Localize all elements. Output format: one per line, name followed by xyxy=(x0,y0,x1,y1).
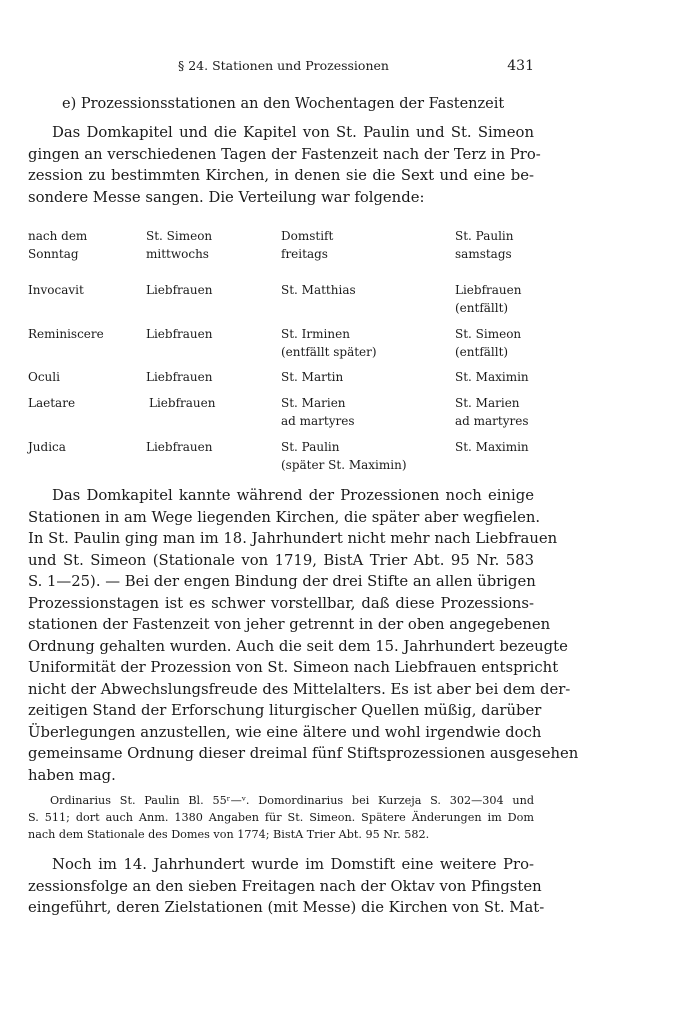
cell-line: ad martyres xyxy=(455,413,529,428)
table-row xyxy=(28,282,534,326)
table-cell xyxy=(149,395,215,413)
cell-line: Liebfrauen xyxy=(146,327,213,341)
table-cell xyxy=(146,326,212,344)
cell-line: St. Irminen xyxy=(281,327,350,341)
header-line: freitags xyxy=(281,246,328,261)
table-row xyxy=(28,439,534,479)
paragraph-line: und St. Simeon (Stationale von 1719, BistA Trier Abt. 95 Nr. 583 xyxy=(28,551,534,569)
table-row xyxy=(28,369,534,395)
paragraph-body xyxy=(28,485,579,786)
table-header-cell xyxy=(455,228,514,263)
table-cell xyxy=(281,282,356,300)
table-cell xyxy=(28,369,60,387)
table-header-row xyxy=(28,228,534,266)
table-cell xyxy=(28,326,104,344)
cell-line: St. Martin xyxy=(281,370,344,384)
table-cell xyxy=(281,369,343,387)
cell-line: St. Maximin xyxy=(455,440,529,454)
cell-line: St. Matthias xyxy=(281,283,356,297)
paragraph-line: zession zu bestimmten Kirchen, in denen sie die Sext und eine be- xyxy=(28,167,534,184)
cell-line: (später St. Maximin) xyxy=(281,457,407,472)
table-cell xyxy=(455,439,529,457)
running-head xyxy=(28,58,534,78)
footnote-line: S. 511; dort auch Anm. 1380 Angaben für St. Simeon. Spätere Änderungen im Dom xyxy=(28,811,534,824)
table-cell xyxy=(146,282,212,300)
paragraph-line: Noch im 14. Jahrhundert wurde im Domstift eine weitere Pro- xyxy=(52,856,534,873)
cell-line: St. Maximin xyxy=(455,370,529,384)
paragraph-line: Stationen in am Wege liegenden Kirchen, die später aber wegfielen. xyxy=(28,508,541,526)
table-cell xyxy=(455,326,521,361)
paragraph-line: Prozessionstagen ist es schwer vorstellbar, daß diese Prozessions- xyxy=(28,594,534,612)
page-number: 431 xyxy=(507,58,534,74)
table-row xyxy=(28,326,534,369)
paragraph-line: Das Domkapitel und die Kapitel von St. Paulin und St. Simeon xyxy=(52,124,534,141)
table-cell xyxy=(28,395,75,413)
table-header-cell xyxy=(146,228,212,263)
paragraph-line: zeitigen Stand der Erforschung liturgischer Quellen müßig, darüber xyxy=(28,702,542,719)
paragraph-line: nicht der Abwechslungsfreude des Mittelalters. Es ist aber bei dem der- xyxy=(28,680,571,698)
paragraph-intro xyxy=(28,122,541,208)
cell-line: Liebfrauen xyxy=(146,283,213,297)
paragraph-line: In St. Paulin ging man im 18. Jahrhundert nicht mehr nach Liebfrauen xyxy=(28,530,558,547)
paragraph-line: stationen der Fastenzeit von jeher getrennt in der oben angegebenen xyxy=(28,616,551,633)
cell-line: Reminiscere xyxy=(28,327,104,341)
table-cell xyxy=(146,369,212,387)
cell-line: St. Marien xyxy=(455,396,520,410)
running-head-section: § 24. Stationen und Prozessionen xyxy=(178,58,389,73)
cell-line: ad martyres xyxy=(281,413,355,428)
table-cell xyxy=(281,439,407,474)
paragraph-line: eingeführt, deren Zielstationen (mit Messe) die Kirchen von St. Mat- xyxy=(28,899,545,916)
table-cell xyxy=(28,439,66,457)
cell-line: (entfällt) xyxy=(455,300,509,315)
paragraph-line: zessionsfolge an den sieben Freitagen nach der Oktav von Pfingsten xyxy=(28,877,542,895)
header-line: St. Simeon xyxy=(146,229,213,243)
paragraph-line: Das Domkapitel kannte während der Prozessionen noch einige xyxy=(52,487,534,504)
cell-line: Invocavit xyxy=(28,283,84,297)
table-cell xyxy=(455,282,521,317)
cell-line: Liebfrauen xyxy=(146,370,213,384)
header-line: St. Paulin xyxy=(455,229,514,243)
paragraph-line: haben mag. xyxy=(28,766,116,784)
section-subheading: e) Prozessionsstationen an den Wochentagen der Fastenzeit xyxy=(62,96,505,112)
cell-line: (entfällt) xyxy=(455,344,509,359)
paragraph-line: Uniformität der Prozession von St. Simeon nach Liebfrauen entspricht xyxy=(28,659,559,676)
paragraph-line: Überlegungen anzustellen, wie eine ältere und wohl irgendwie doch xyxy=(28,723,542,741)
cell-line: St. Paulin xyxy=(281,440,340,454)
cell-line: Liebfrauen xyxy=(149,396,216,410)
header-line: nach dem xyxy=(28,229,88,243)
table-row xyxy=(28,395,534,439)
cell-line: St. Marien xyxy=(281,396,346,410)
cell-line: Liebfrauen xyxy=(455,283,522,297)
paragraph-closing xyxy=(28,854,545,919)
table-cell xyxy=(455,395,529,430)
paragraph-line: gingen an verschiedenen Tagen der Fastenzeit nach der Terz in Pro- xyxy=(28,145,541,163)
station-table xyxy=(28,228,534,479)
paragraph-line: S. 1—25). — Bei der engen Bindung der drei Stifte an allen übrigen xyxy=(28,573,536,590)
cell-line: St. Simeon xyxy=(455,327,522,341)
cell-line: Laetare xyxy=(28,396,76,410)
paragraph-line: Ordnung gehalten wurden. Auch die seit dem 15. Jahrhundert bezeugte xyxy=(28,637,568,655)
table-cell xyxy=(281,395,355,430)
header-line: Domstift xyxy=(281,229,334,243)
footnote xyxy=(28,792,534,843)
cell-line: Liebfrauen xyxy=(146,440,213,454)
table-header-cell xyxy=(28,228,87,263)
table-cell xyxy=(281,326,377,361)
table-cell xyxy=(28,282,84,300)
header-line: Sonntag xyxy=(28,246,79,261)
paragraph-line: gemeinsame Ordnung dieser dreimal fünf Stiftsprozessionen ausgesehen xyxy=(28,745,579,762)
cell-line: Oculi xyxy=(28,370,60,384)
table-cell xyxy=(455,369,529,387)
cell-line: (entfällt später) xyxy=(281,344,377,359)
header-line: mittwochs xyxy=(146,246,209,261)
header-line: samstags xyxy=(455,246,512,261)
footnote-line: Ordinarius St. Paulin Bl. 55ʳ—ᵛ. Domordinarius bei Kurzeja S. 302—304 und xyxy=(50,794,534,807)
footnote-line: nach dem Stationale des Domes von 1774; BistA Trier Abt. 95 Nr. 582. xyxy=(28,828,430,841)
table-cell xyxy=(146,439,212,457)
table-header-cell xyxy=(281,228,333,263)
cell-line: Judica xyxy=(28,440,66,454)
paragraph-line: sondere Messe sangen. Die Verteilung war folgende: xyxy=(28,188,425,206)
